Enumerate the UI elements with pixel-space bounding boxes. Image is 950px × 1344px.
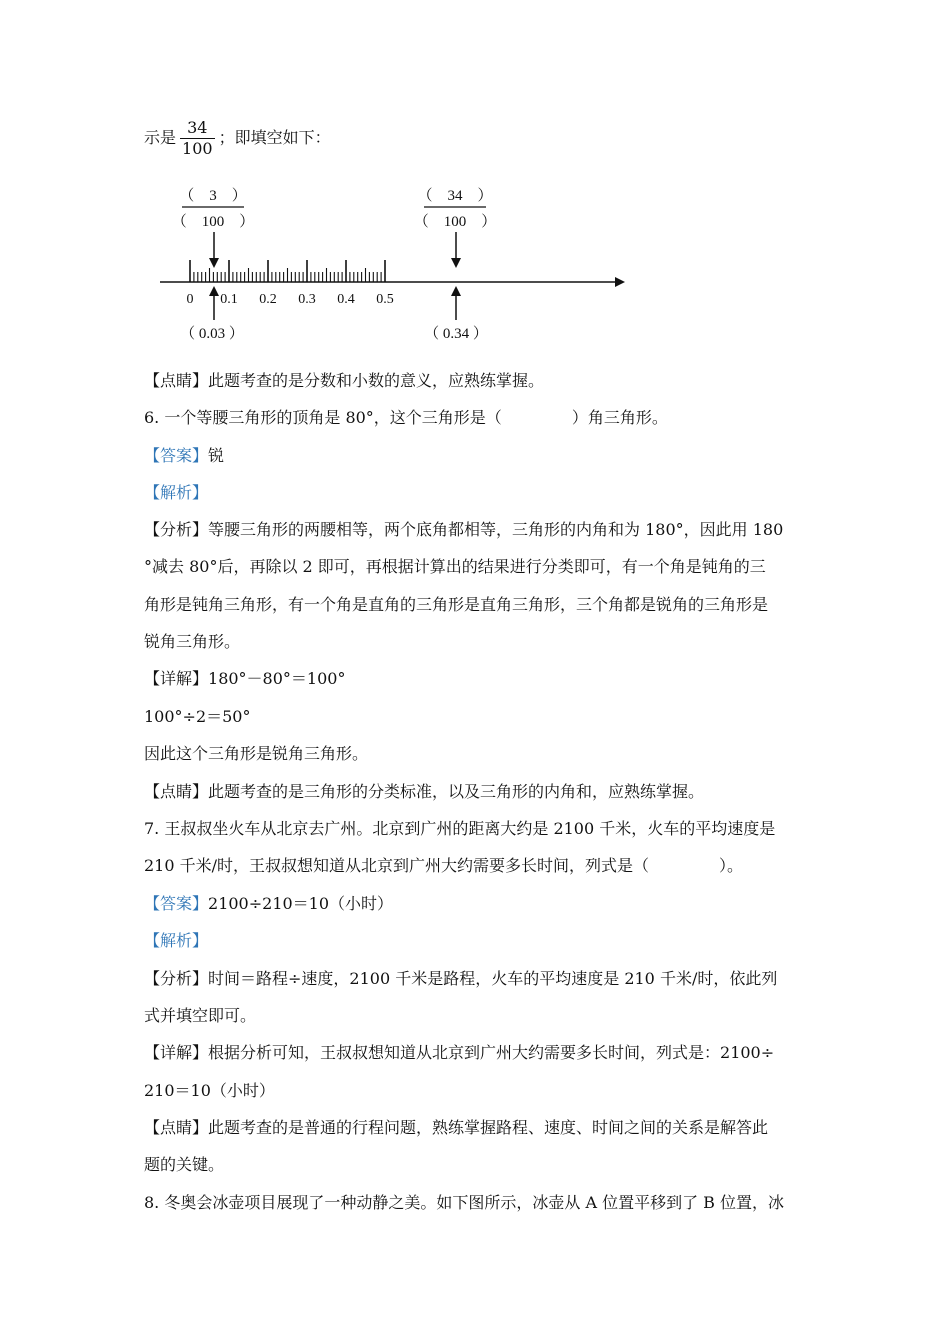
xiangjie-label: 【详解】 [144,669,209,688]
fraction-denominator: 100 [182,139,213,158]
answer-text: 锐 [208,446,225,465]
top-right-numerator: （ 34 ） [417,188,493,204]
q6-fenxi-line-1 [144,519,783,541]
fenxi-label: 【分析】 [144,969,209,988]
top-right-denominator: （ 100 ） [413,214,497,230]
number-line-diagram [150,178,630,348]
answer-label: 【答案】 [144,894,209,913]
q6-xiangjie-line-2: 100°÷2＝50° [144,707,251,726]
q6-question-text-a: 6. 一个等腰三角形的顶角是 80°，这个三角形是（ [144,408,502,427]
dianjing-text: 此题考查的是分数和小数的意义，应熟练掌握。 [208,371,545,390]
top-left-denominator: （ 100 ） [171,214,255,230]
intro-fraction [180,118,215,159]
fenxi-label: 【分析】 [144,520,209,539]
bottom-left-label: （ 0.03 ） [180,326,244,342]
dianjing-label: 【点睛】 [144,371,209,390]
q7-question-line-1: 7. 王叔叔坐火车从北京去广州。北京到广州的距离大约是 2100 千米，火车的平均速度是 [144,819,776,838]
q7-fenxi-line-1 [144,968,777,990]
number-line-tick-label: 0.3 [298,292,316,307]
q7-xiangjie-line-2: 210＝10（小时） [144,1081,275,1100]
number-line-tick-label: 0.1 [220,292,238,307]
q6-xiangjie-line-1 [144,668,345,690]
q6-question [144,407,668,429]
q7-dianjing-line-2: 题的关键。 [144,1155,225,1174]
number-line-tick-label: 0.5 [376,292,394,307]
intro-prefix: 示是 [144,128,177,147]
bottom-right-label: （ 0.34 ） [424,326,488,342]
q7-answer [144,893,393,915]
q7-question-text-a: 210 千米/时，王叔叔想知道从北京到广州大约需要多长时间，列式是（ [144,856,650,875]
fenxi-text: 时间＝路程÷速度，2100 千米是路程，火车的平均速度是 210 千米/时，依此列 [208,969,778,988]
fraction-numerator: 34 [180,118,215,139]
q7-dianjing-line-1 [144,1117,768,1139]
number-line-ticks [190,260,385,282]
down-arrow-left-head [209,258,219,268]
top-left-numerator: （ 3 ） [179,188,247,204]
xiangjie-label: 【详解】 [144,1043,209,1062]
q5-dianjing [144,370,544,392]
q7-question-text-b: ）。 [719,856,744,875]
q6-xiangjie-line-3: 因此这个三角形是锐角三角形。 [144,744,369,763]
q7-fenxi-line-2: 式并填空即可。 [144,1006,257,1025]
q7-xiangjie-line-1 [144,1042,774,1064]
fenxi-text: 等腰三角形的两腰相等，两个底角都相等，三角形的内角和为 180°，因此用 180 [208,520,784,539]
intro-suffix: ；即填空如下： [218,128,331,147]
q6-question-text-b: ）角三角形。 [571,408,668,427]
number-line-tick-label: 0.4 [337,292,355,307]
xiangjie-text: 根据分析可知，王叔叔想知道从北京到广州大约需要多长时间，列式是：2100÷ [208,1043,775,1062]
q6-jiexi-label: 【解析】 [144,483,209,502]
xiangjie-text: 180°－80°＝100° [208,669,346,688]
q6-fenxi-line-3: 角形是钝角三角形，有一个角是直角的三角形是直角三角形，三个角都是锐角的三角形是 [144,595,769,614]
dianjing-text: 此题考查的是普通的行程问题，熟练掌握路程、速度、时间之间的关系是解答此 [208,1118,769,1137]
number-line-tick-label: 0.2 [259,292,277,307]
number-line-tick-label: 0 [186,292,194,307]
answer-text: 2100÷210＝10（小时） [208,894,394,913]
down-arrow-right-head [451,258,461,268]
answer-label: 【答案】 [144,446,209,465]
number-line-arrowhead [615,277,625,287]
dianjing-label: 【点睛】 [144,782,209,801]
q6-answer [144,445,224,467]
q6-fenxi-line-4: 锐角三角形。 [144,632,241,651]
dianjing-label: 【点睛】 [144,1118,209,1137]
q7-jiexi-label: 【解析】 [144,931,209,950]
dianjing-text: 此题考查的是三角形的分类标准，以及三角形的内角和，应熟练掌握。 [208,782,705,801]
q6-fenxi-line-2: °减去 80°后，再除以 2 即可，再根据计算出的结果进行分类即可，有一个角是钝角的三 [144,557,766,576]
q7-question-line-2 [144,855,743,877]
q8-question-line-1: 8. 冬奥会冰壶项目展现了一种动静之美。如下图所示，冰壶从 A 位置平移到了 B 位置，冰 [144,1193,785,1212]
q6-dianjing [144,781,704,803]
intro-line [144,118,331,159]
